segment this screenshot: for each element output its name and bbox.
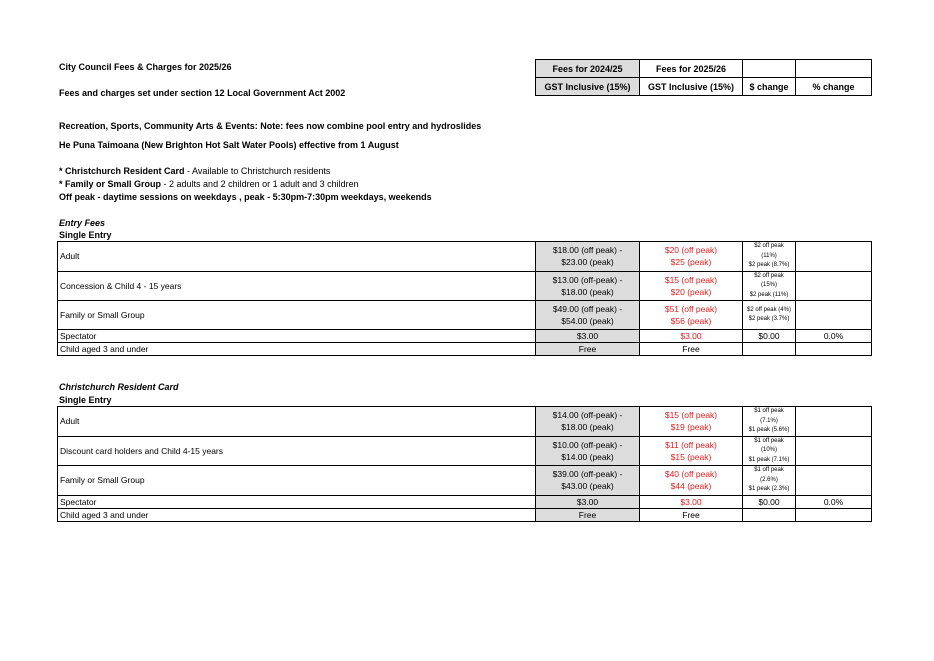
fee-2526-peak: $44 (peak) [670, 481, 712, 492]
fee-pct-change [796, 271, 872, 301]
fee-pct-change: 0.0% [796, 330, 872, 343]
fee-2526-offpeak: $20 (off peak) [664, 245, 718, 256]
fee-2526 [640, 271, 743, 301]
fee-2425 [536, 436, 640, 466]
table-row [58, 330, 872, 343]
col-pct-blank [796, 60, 872, 78]
fee-2526-offpeak: $51 (off peak) [664, 304, 718, 314]
fee-2526-peak: $15 (peak) [670, 451, 712, 462]
fee-2526: $3.00 [640, 495, 743, 508]
fee-pct-change [796, 242, 872, 272]
fee-change [743, 271, 796, 301]
col-fees-2425: Fees for 2024/25 [536, 60, 640, 78]
fee-change [743, 242, 796, 272]
change-line: $2 peak (8.7%) [748, 262, 790, 268]
row-label: Adult [58, 242, 536, 272]
fee-2425 [536, 466, 640, 496]
note-resident-card-rest: - Available to Christchurch residents [184, 166, 331, 176]
row-label: Child aged 3 and under [58, 508, 536, 521]
fee-2425-peak: $18.00 (peak) [561, 286, 614, 297]
table-row [58, 466, 872, 496]
column-header-table [535, 59, 872, 96]
fee-2425-peak: $18.00 (peak) [561, 422, 614, 433]
change-line: $2 off peak (4%) [747, 306, 791, 313]
fee-2425: $3.00 [536, 330, 640, 343]
fee-2526-peak: $56 (peak) [670, 316, 712, 326]
col-fees-2526: Fees for 2025/26 [640, 60, 743, 78]
resident-card-heading: Christchurch Resident Card [59, 382, 179, 392]
fee-2425: $3.00 [536, 495, 640, 508]
fee-2526 [640, 466, 743, 496]
change-line: $1 off peak [754, 437, 784, 444]
entry-fees-subheading: Single Entry [59, 230, 112, 240]
entry-fees-heading: Entry Fees [59, 218, 106, 228]
change-line: $1 peak (7.1%) [748, 456, 790, 463]
fee-change [743, 407, 796, 437]
change-line: $1 off peak [754, 408, 784, 414]
fee-2425-peak: $43.00 (peak) [561, 481, 614, 492]
change-line: (10%) [760, 447, 777, 453]
fee-pct-change [796, 466, 872, 496]
change-line: (15%) [760, 282, 777, 288]
note-peak-times: Off peak - daytime sessions on weekdays , peak - 5:30pm-7:30pm weekdays, weekends [59, 192, 432, 202]
fee-2526-peak: $20 (peak) [670, 286, 712, 297]
note-family-group-rest: - 2 adults and 2 children or 1 adult and 3 children [161, 179, 359, 189]
fee-2425-peak: $23.00 (peak) [561, 257, 614, 268]
col-pct: % change [796, 78, 872, 96]
row-label: Concession & Child 4 - 15 years [58, 271, 536, 301]
fee-change [743, 466, 796, 496]
table-row [58, 495, 872, 508]
fee-2425-peak: $54.00 (peak) [561, 316, 614, 326]
fee-2425-offpeak: $49.00 (off peak) - [552, 304, 623, 314]
page-subtitle: Fees and charges set under section 12 Local Government Act 2002 [59, 88, 346, 98]
fee-2425: Free [536, 508, 640, 521]
change-line: $2 peak (3.7%) [748, 316, 790, 322]
change-line: $1 peak (2.3%) [748, 486, 790, 492]
fee-2425-offpeak: $14.00 (off-peak) - [552, 410, 623, 421]
fee-2526-offpeak: $15 (off peak) [664, 410, 718, 421]
fee-pct-change [796, 343, 872, 356]
fee-pct-change [796, 407, 872, 437]
fee-2526: $3.00 [640, 330, 743, 343]
row-label: Spectator [58, 495, 536, 508]
fee-2425-offpeak: $13.00 (off-peak) - [552, 274, 623, 285]
change-line: $1 off peak [754, 467, 784, 473]
note-family-group [59, 178, 359, 190]
fee-2526: Free [640, 343, 743, 356]
fee-2526: Free [640, 508, 743, 521]
change-line: $1 peak (5.6%) [748, 427, 790, 433]
fee-change [743, 301, 796, 330]
fee-change [743, 343, 796, 356]
section-heading: Recreation, Sports, Community Arts & Events: Note: fees now combine pool entry and hydroslides [59, 121, 482, 131]
col-change-blank [743, 60, 796, 78]
change-line: (2.6%) [760, 476, 778, 483]
fee-2526-offpeak: $40 (off peak) [664, 469, 718, 480]
fee-2425-peak: $14.00 (peak) [561, 451, 614, 462]
change-line: $2 off peak [754, 272, 784, 279]
fee-2425 [536, 271, 640, 301]
table-row [58, 407, 872, 437]
fee-2526-peak: $19 (peak) [670, 422, 712, 433]
fee-2425: Free [536, 343, 640, 356]
fee-pct-change [796, 508, 872, 521]
entry-fees-table [57, 241, 872, 356]
fee-change: $0.00 [743, 495, 796, 508]
table-row [58, 508, 872, 521]
fee-2526 [640, 407, 743, 437]
table-row [58, 301, 872, 330]
row-label: Family or Small Group [58, 466, 536, 496]
fee-pct-change [796, 436, 872, 466]
fee-2526 [640, 436, 743, 466]
table-row [58, 436, 872, 466]
fee-change [743, 508, 796, 521]
fee-2425-offpeak: $18.00 (off peak) - [552, 245, 623, 256]
row-label: Adult [58, 407, 536, 437]
col-gst-2425: GST Inclusive (15%) [536, 78, 640, 96]
page-title: City Council Fees & Charges for 2025/26 [59, 62, 232, 72]
fee-change: $0.00 [743, 330, 796, 343]
resident-card-subheading: Single Entry [59, 395, 112, 405]
fee-2526-peak: $25 (peak) [670, 257, 712, 268]
fee-2425 [536, 301, 640, 330]
table-row [58, 271, 872, 301]
fee-2425 [536, 242, 640, 272]
col-gst-2526: GST Inclusive (15%) [640, 78, 743, 96]
fee-2425-offpeak: $39.00 (off-peak) - [552, 469, 623, 480]
facility-heading: He Puna Taimoana (New Brighton Hot Salt Water Pools) effective from 1 August [59, 140, 399, 150]
fee-2526 [640, 301, 743, 330]
resident-card-table [57, 406, 872, 522]
table-row [58, 242, 872, 272]
change-line: (11%) [761, 252, 777, 259]
note-resident-card-bold: * Christchurch Resident Card [59, 166, 185, 176]
fee-2526-offpeak: $11 (off peak) [665, 439, 717, 450]
row-label: Child aged 3 and under [58, 343, 536, 356]
row-label: Family or Small Group [58, 301, 536, 330]
note-resident-card [59, 165, 330, 177]
fee-2526 [640, 242, 743, 272]
note-family-group-bold: * Family or Small Group [59, 179, 162, 189]
change-line: (7.1%) [760, 417, 778, 424]
fee-change [743, 436, 796, 466]
fee-pct-change: 0.0% [796, 495, 872, 508]
fee-pct-change [796, 301, 872, 330]
table-row [58, 343, 872, 356]
fee-2425 [536, 407, 640, 437]
fee-2425-offpeak: $10.00 (off-peak) - [552, 439, 623, 450]
col-change: $ change [743, 78, 796, 96]
fee-2526-offpeak: $15 (off peak) [664, 274, 718, 285]
row-label: Spectator [58, 330, 536, 343]
row-label: Discount card holders and Child 4-15 years [58, 436, 536, 466]
change-line: $2 off peak [754, 243, 784, 249]
change-line: $2 peak (11%) [749, 291, 789, 298]
